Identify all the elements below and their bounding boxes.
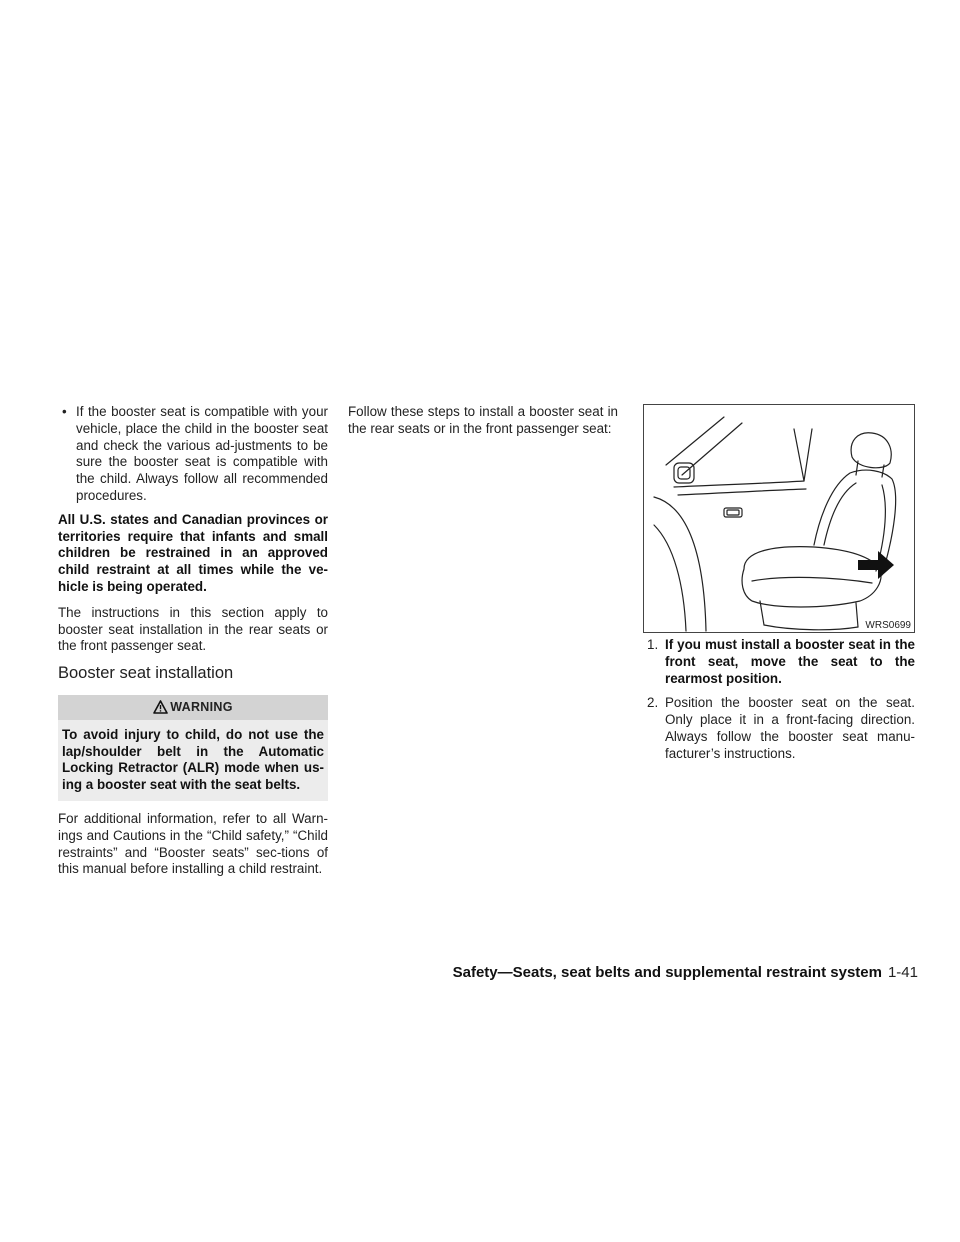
warning-title: WARNING bbox=[170, 699, 233, 714]
seat-figure bbox=[643, 404, 915, 633]
column-right bbox=[643, 404, 915, 771]
bullet-item bbox=[58, 404, 328, 505]
page-number: 1-41 bbox=[887, 964, 918, 981]
warning-text: To avoid injury to child, do not use the lap/shoulder belt in the Automatic Locking Retractor (ALR) mode when us-ing a booster seat with the seat belts. bbox=[62, 726, 324, 793]
legal-requirement-paragraph: All U.S. states and Canadian provinces or territories require that infants and small children be restrained in an approved child restraint at all times while the ve-hicle is being operated. bbox=[58, 511, 328, 594]
instructions-scope-paragraph: The instructions in this section apply to booster seat installation in the rear seats or the front passenger seat. bbox=[58, 604, 328, 654]
step-item bbox=[643, 637, 915, 687]
additional-info-paragraph: For additional information, refer to all Warn-ings and Cautions in the “Child safety,” “Child restraints” and “Booster seats” sec-tions of this manual before installing a child restraint. bbox=[58, 810, 328, 877]
section-heading: Booster seat installation bbox=[58, 664, 234, 683]
step-text: Position the booster seat on the seat. Only place it in a front-facing direction. Always follow the booster seat manu-facturer’s instructions. bbox=[665, 695, 915, 761]
page-footer bbox=[0, 964, 960, 982]
footer-section-title: Safety—Seats, seat belts and supplemental restraint system bbox=[452, 964, 882, 981]
column-left bbox=[58, 404, 328, 887]
bullet-text: If the booster seat is compatible with your vehicle, place the child in the booster seat and check the various ad-justments to be sure the booster seat is compatible with the child. Always follow all recommended procedures. bbox=[76, 404, 328, 503]
figure-id: WRS0699 bbox=[865, 620, 911, 631]
step-number: 2. bbox=[647, 695, 659, 711]
seat-illustration bbox=[644, 405, 914, 632]
bullet-icon: • bbox=[62, 404, 67, 419]
step-item bbox=[643, 695, 915, 762]
warning-header bbox=[58, 695, 328, 720]
step-number: 1. bbox=[647, 637, 659, 652]
warning-triangle-icon bbox=[153, 700, 168, 714]
column-middle bbox=[348, 404, 618, 447]
steps-intro-paragraph: Follow these steps to install a booster seat in the rear seats or in the front passenger seat: bbox=[348, 404, 618, 436]
step-text: If you must install a booster seat in the front seat, move the seat to the rearmost position. bbox=[665, 637, 915, 686]
warning-box bbox=[58, 695, 328, 801]
arrow-right-icon bbox=[858, 551, 894, 579]
